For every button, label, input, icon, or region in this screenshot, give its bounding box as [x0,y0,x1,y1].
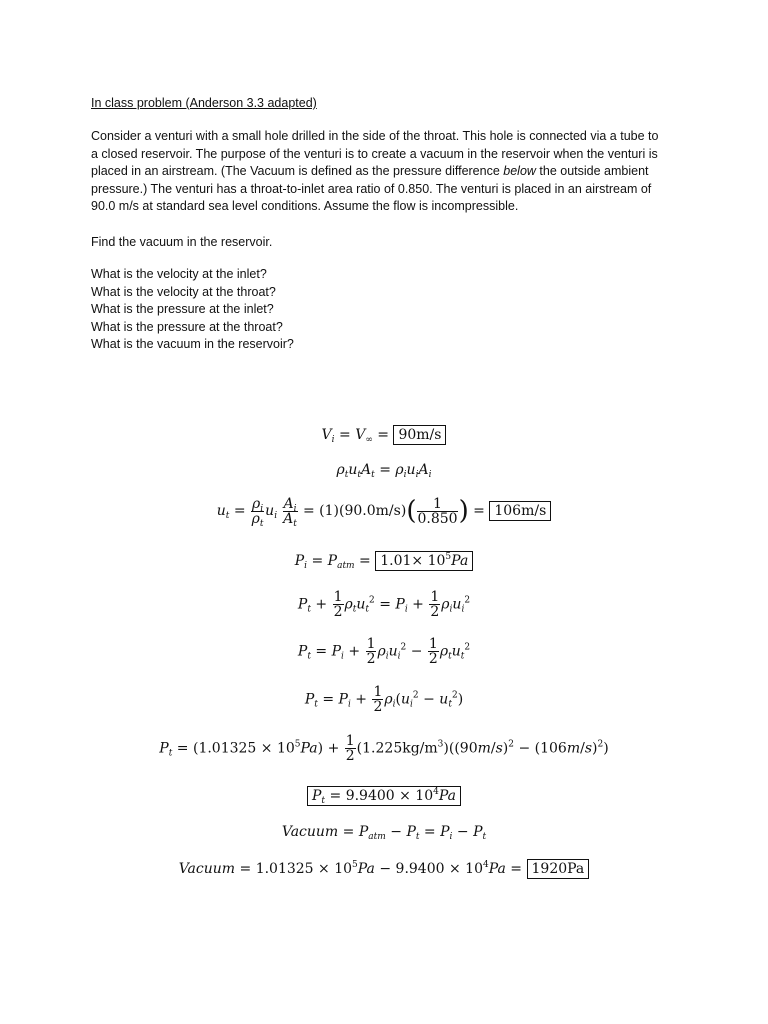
equation-inlet-pressure: $P_i = P_{atm} = 1.01\times 10^5Pa$ [0,551,768,571]
equation-throat-pressure-answer [0,786,768,806]
equation-inlet-velocity: $V_i = V_\infty = 90m/s$ [0,425,768,445]
answer-box-throat-velocity: 106m/s [489,501,551,521]
equation-throat-pressure-rearranged: $P_t = P_i$ + $\frac{1}{2}$ $\rho_iu_i^2$ − $\frac{1}{2}$ $\rho_tu_t^2$ [297,636,471,667]
equation-throat-pressure-numeric: $P_t = (1.01325 \times 10^5Pa)$ + $\frac{1}{2}$ $(1.225kg/m^3)((90m/s)^2 - (106m/s)^2)$ [159,733,609,764]
question-item: What is the pressure at the throat? [91,319,283,334]
question-item: What is the velocity at the inlet? [91,267,267,281]
equation-throat-pressure-simplified: $P_t = P_i$ + $\frac{1}{2}$ $\rho_i(u_i^2 - u_t^2)$ [304,684,464,715]
question-item: What is the pressure at the inlet? [91,302,274,317]
answer-box-inlet-pressure: $1.01\times 10^5Pa$ [375,551,473,571]
find-statement: Find the vacuum in the reservoir. [91,235,273,249]
question-item: What is the vacuum in the reservoir? [91,337,294,352]
equation-vacuum-definition: Vacuum = $P_{atm} - P_t = P_i - P_t$ [281,824,487,842]
paragraph-line: Consider a venturi with a small hole drilled in the side of the throat. This hole is connected via a tube to [91,129,659,143]
answer-box-throat-pressure: $P_t = 9.9400 \times 10^4Pa$ [307,786,461,806]
equation-vacuum-numeric: Vacuum = $1.01325 \times 10^5Pa - 9.9400 \times 10^4Pa = 1920Pa$ [0,859,768,879]
paragraph-line: placed in an airstream. (The Vacuum is defined as the pressure difference below the outside ambient [91,164,649,179]
equation-throat-velocity: $u_t$ = $\frac{\rho_i}{\rho_t}$ $u_i$ $\frac{A_i}{A_t}$ = (1)(90.0m/s)( $\frac{1}{0.850}$ ) = 106m/s [0,496,768,526]
equation-continuity: $\rho_tu_tA_t = \rho_iu_iA_i$ [336,462,432,480]
paragraph-line: a closed reservoir. The purpose of the venturi is to create a vacuum in the reservoir when the venturi is [91,146,658,161]
emphasis-word: below [503,164,536,179]
problem-heading: In class problem (Anderson 3.3 adapted) [91,96,317,110]
question-item: What is the velocity at the throat? [91,284,276,299]
equation-bernoulli: $P_t$ + $\frac{1}{2}$ $\rho_tu_t^2 = P_i$ + $\frac{1}{2}$ $\rho_iu_i^2$ [297,589,471,620]
question-list [91,266,294,354]
paragraph-line: pressure.) The venturi has a throat-to-inlet area ratio of 0.850. The venturi is placed in an airstream of [91,181,652,196]
answer-box-vacuum: 1920Pa [527,859,590,879]
paragraph-line: 90.0 m/s at standard sea level conditions. Assume the flow is incompressible. [91,199,519,214]
problem-paragraph [91,128,658,216]
answer-box-inlet-velocity: 90m/s [393,425,446,445]
